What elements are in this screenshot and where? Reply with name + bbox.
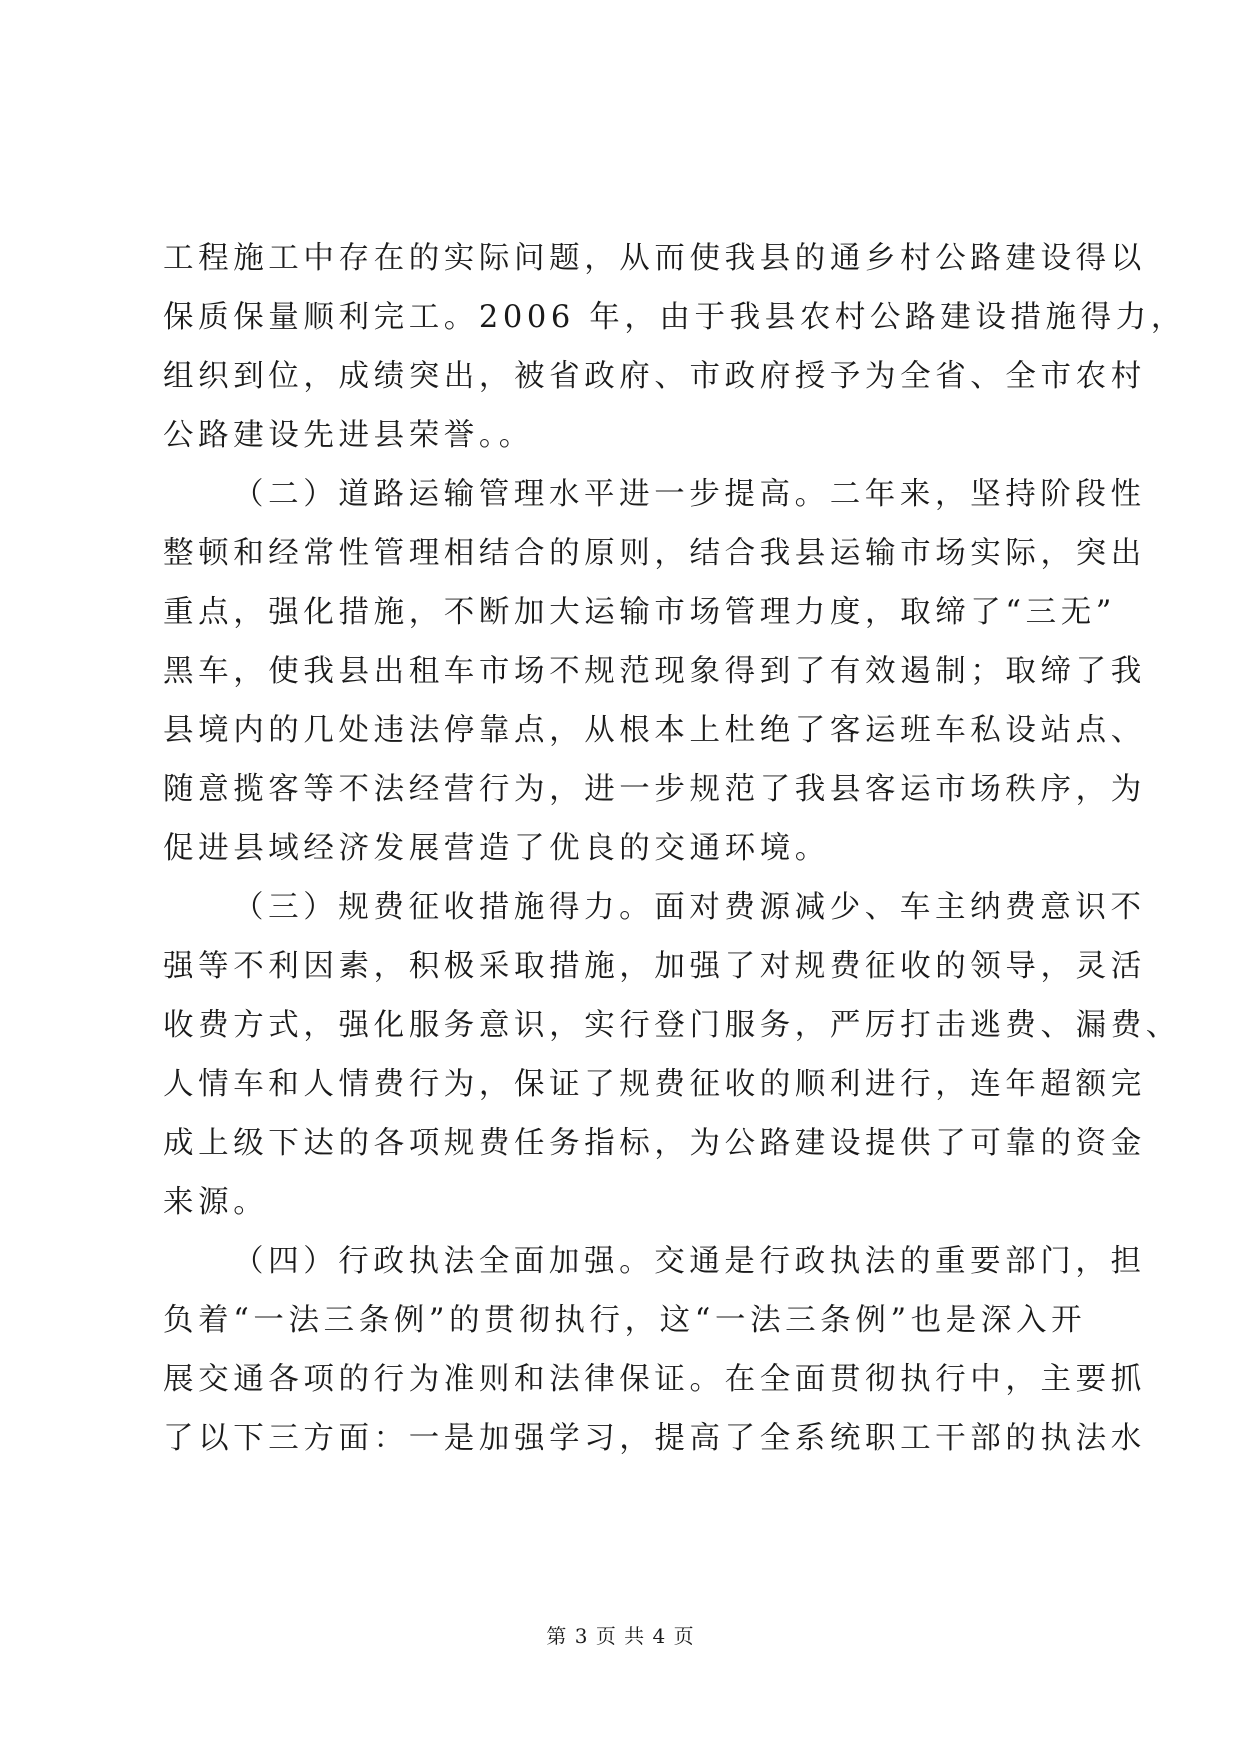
text-line: 强等不利因素，积极采取措施，加强了对规费征收的领导，灵活 [163,949,1146,984]
text-line: 重点，强化措施，不断加大运输市场管理力度，取缔了“三无” [163,595,1116,630]
text-line: 工程施工中存在的实际问题，从而使我县的通乡村公路建设得以 [163,241,1146,276]
page-footer: 第 3 页 共 4 页 [546,1624,695,1648]
paragraph [163,878,1181,1232]
text-line: 成上级下达的各项规费任务指标，为公路建设提供了可靠的资金 [163,1126,1146,1161]
paragraph [163,1232,1146,1468]
text-line: 组织到位，成绩突出，被省政府、市政府授予为全省、全市农村 [163,359,1146,394]
paragraph [163,229,1186,465]
text-line: 保质保量顺利完工。2006 年，由于我县农村公路建设措施得力， [163,300,1186,335]
text-line: （三）规费征收措施得力。面对费源减少、车主纳费意识不 [233,890,1146,925]
body-text [163,229,1186,1468]
text-line: 人情车和人情费行为，保证了规费征收的顺利进行，连年超额完 [163,1067,1146,1102]
text-line: 收费方式，强化服务意识，实行登门服务，严厉打击逃费、漏费、 [163,1008,1181,1043]
text-line: 负着“一法三条例”的贯彻执行，这“一法三条例”也是深入开 [163,1303,1087,1338]
text-line: （四）行政执法全面加强。交通是行政执法的重要部门，担 [233,1244,1146,1279]
text-line: 展交通各项的行为准则和法律保证。在全面贯彻执行中，主要抓 [163,1362,1146,1397]
text-line: （二）道路运输管理水平进一步提高。二年来，坚持阶段性 [233,477,1146,512]
text-line: 随意揽客等不法经营行为，进一步规范了我县客运市场秩序，为 [163,772,1146,807]
paragraph [163,465,1146,878]
text-line: 公路建设先进县荣誉。。 [163,418,534,453]
text-line: 黑车，使我县出租车市场不规范现象得到了有效遏制；取缔了我 [163,654,1146,689]
text-line: 了以下三方面：一是加强学习，提高了全系统职工干部的执法水 [163,1421,1146,1456]
text-line: 来源。 [163,1185,269,1220]
text-line: 整顿和经常性管理相结合的原则，结合我县运输市场实际，突出 [163,536,1146,571]
text-line: 县境内的几处违法停靠点，从根本上杜绝了客运班车私设站点、 [163,713,1146,748]
text-line: 促进县域经济发展营造了优良的交通环境。 [163,831,830,866]
